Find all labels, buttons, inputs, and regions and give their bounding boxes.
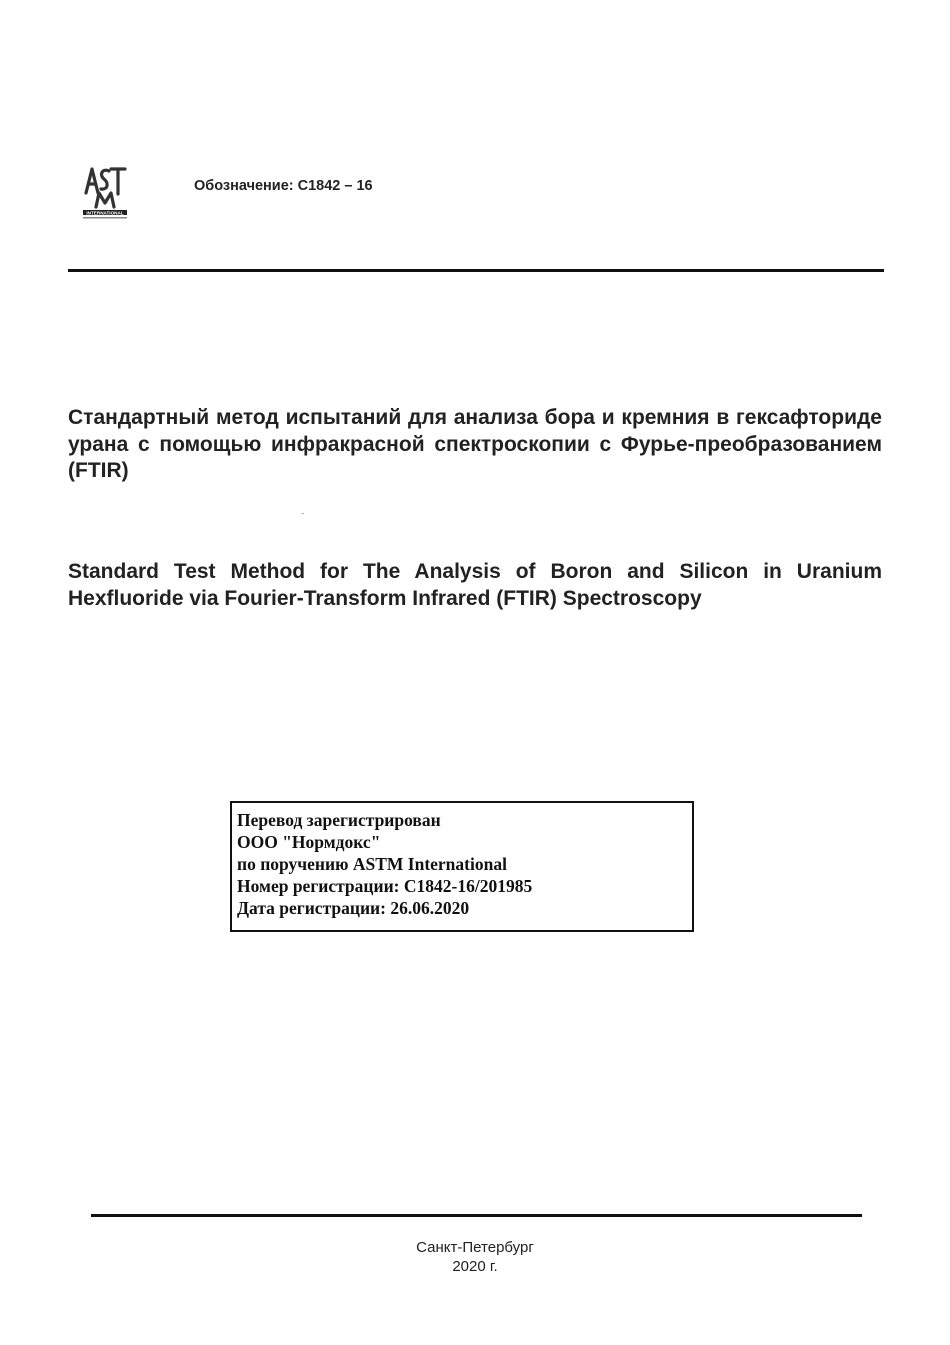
registration-line: Перевод зарегистрирован	[237, 810, 441, 830]
registration-line: Дата регистрации: 26.06.2020	[237, 898, 470, 918]
divider-mark	[301, 513, 304, 514]
bottom-divider	[91, 1214, 862, 1217]
title-english: Standard Test Method for The Analysis of Boron and Silicon in Uranium Hexfluoride via Fourier-Transform Infrared (FTIR) Spectroscopy	[68, 560, 882, 610]
registration-line: ООО "Нормдокс"	[237, 832, 381, 852]
footer-city: Санкт-Петербург	[416, 1239, 534, 1256]
astm-logo-icon	[80, 163, 130, 221]
logo-text: INTERNATIONAL	[86, 210, 124, 216]
registration-box	[230, 801, 694, 932]
registration-line: по поручению ASTM International	[237, 854, 507, 874]
designation-label: Обозначение: C1842 – 16	[194, 178, 373, 194]
title-russian: Стандартный метод испытаний для анализа бора и кремния в гексафториде урана с помощью инфракрасной спектроскопии с Фурье-преобразованием (FTIR)	[68, 406, 882, 482]
registration-line: Номер регистрации: C1842-16/201985	[237, 876, 533, 896]
top-divider	[68, 269, 884, 272]
footer-year: 2020 г.	[452, 1258, 498, 1275]
